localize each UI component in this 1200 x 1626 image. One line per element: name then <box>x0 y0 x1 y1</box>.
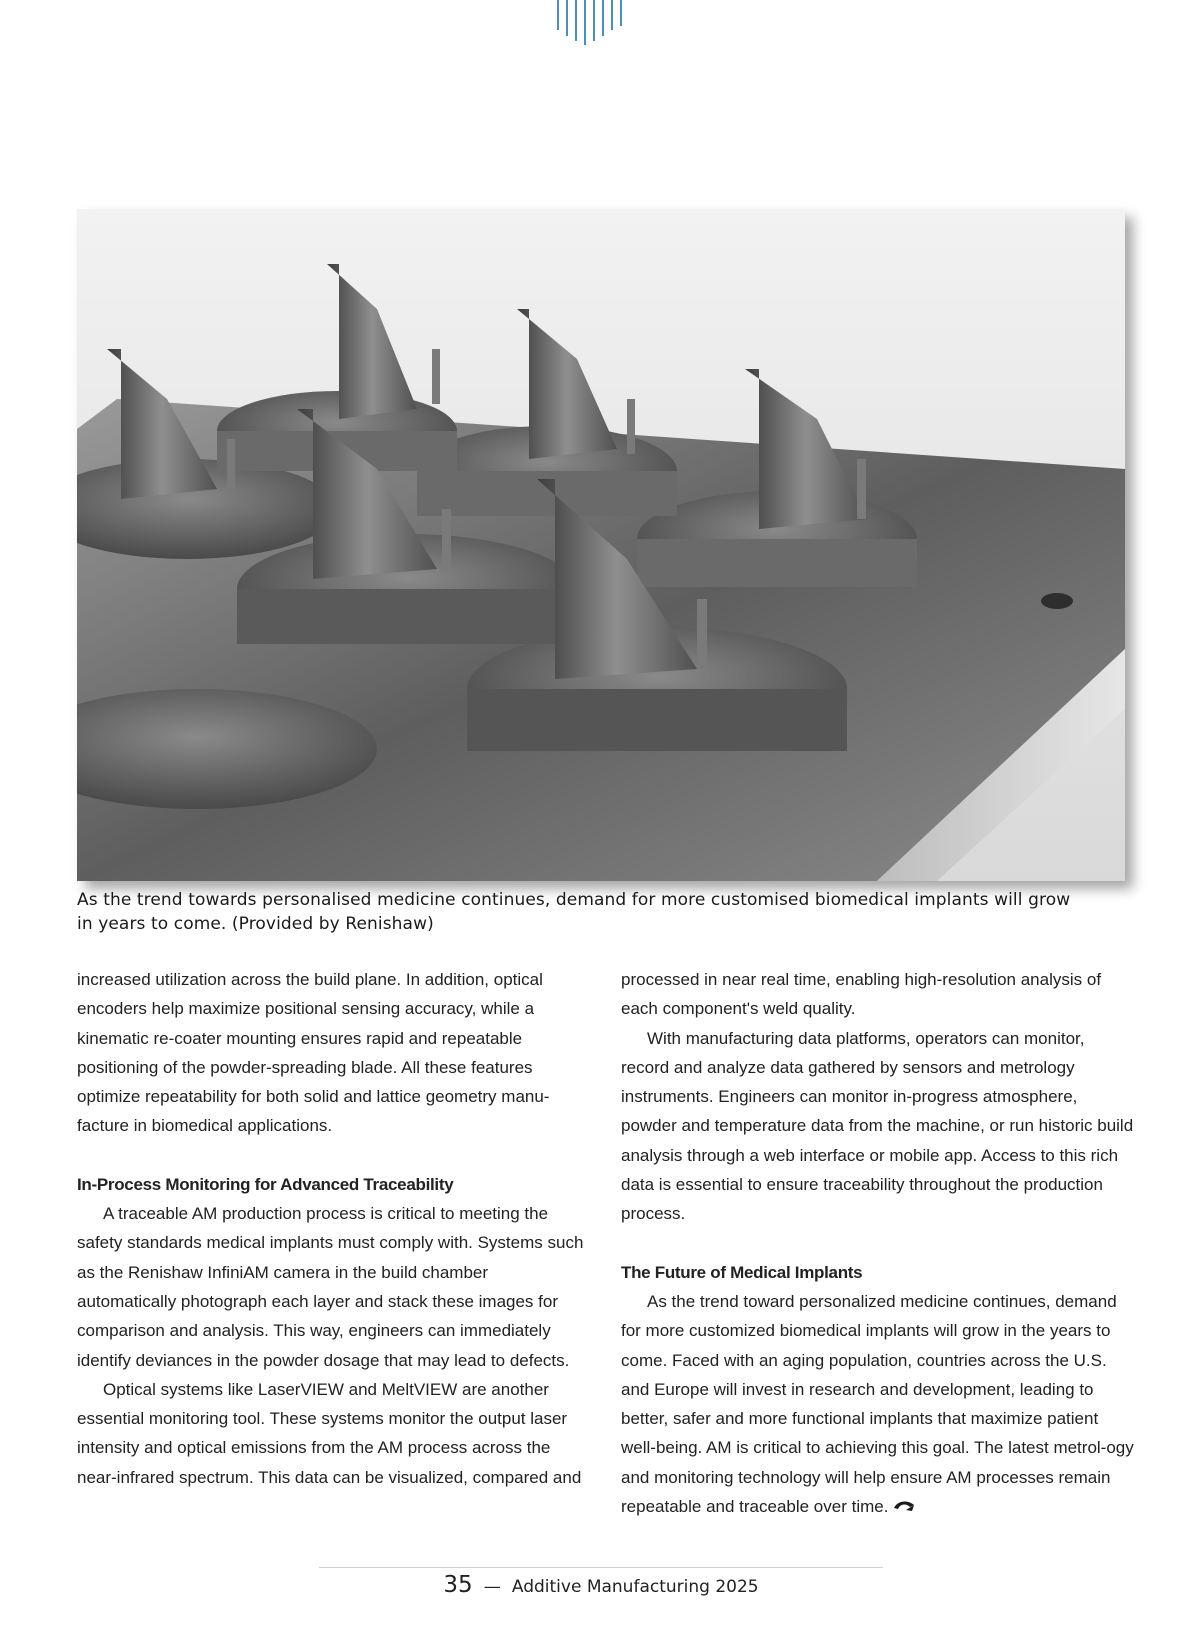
page-footer <box>319 1572 883 1598</box>
publication-title: Additive Manufacturing 2025 <box>511 1577 759 1597</box>
page-number: 35 <box>443 1572 473 1598</box>
paragraph: increased utilization across the build plane. In addition, optical encoders help maximize positional sensing accuracy, while a kinematic re-coater mounting ensures rapid and repeatable positioning of the powder-spreading blade. All these features optimize repeatability for both solid and lattice geometry manu-facture in biomedical applications. <box>77 970 550 1136</box>
paragraph: processed in near real time, enabling high-resolution analysis of each component's weld quality. <box>621 970 1102 1019</box>
paragraph: A traceable AM production process is critical to meeting the safety standards medical implants must comply with. Systems such as the Renishaw InfiniAM camera in the build chamber automatically photograph each layer and stack these images for comparison and analysis. This way, engineers can immediately identify deviances in the powder dosage that may lead to defects. <box>77 1204 584 1370</box>
footer-rule <box>319 1567 883 1568</box>
left-column <box>77 965 587 1492</box>
paragraph-text: As the trend toward personalized medicine continues, demand for more customized biomedical implants will grow in the years to come. Faced with an aging population, countries across the U.S. and Europe will invest in research and development, leading to better, safer and more functional implants that maximize patient well-being. AM is critical to achieving this goal. The latest metrol-ogy and monitoring technology will help ensure AM processes remain repeatable and traceable over time. <box>621 1291 1134 1517</box>
footer-separator: — <box>483 1577 501 1597</box>
figure-caption: As the trend towards personalised medicine continues, demand for more customised biomedical implants will grow in years to come. (Provided by Renishaw) <box>77 890 1071 934</box>
section-heading: In-Process Monitoring for Advanced Traceability <box>77 1174 454 1194</box>
implants-photo <box>77 209 1125 881</box>
end-of-article-icon <box>892 1499 916 1513</box>
section-heading: The Future of Medical Implants <box>621 1262 863 1282</box>
right-column <box>621 965 1136 1521</box>
vertical-lines-icon <box>557 0 637 50</box>
paragraph: Optical systems like LaserVIEW and MeltVIEW are another essential monitoring tool. These systems monitor the output laser intensity and optical emissions from the AM process across the near-infrared spectrum. This data can be visualized, compared and <box>77 1379 582 1487</box>
closing-paragraph <box>621 1287 1136 1521</box>
paragraph: With manufacturing data platforms, operators can monitor, record and analyze data gathered by sensors and metrology instruments. Engineers can monitor in-progress atmosphere, powder and temperature data from the machine, or run historic build analysis through a web interface or mobile app. Access to this rich data is essential to ensure traceability throughout the production process. <box>621 1028 1134 1224</box>
